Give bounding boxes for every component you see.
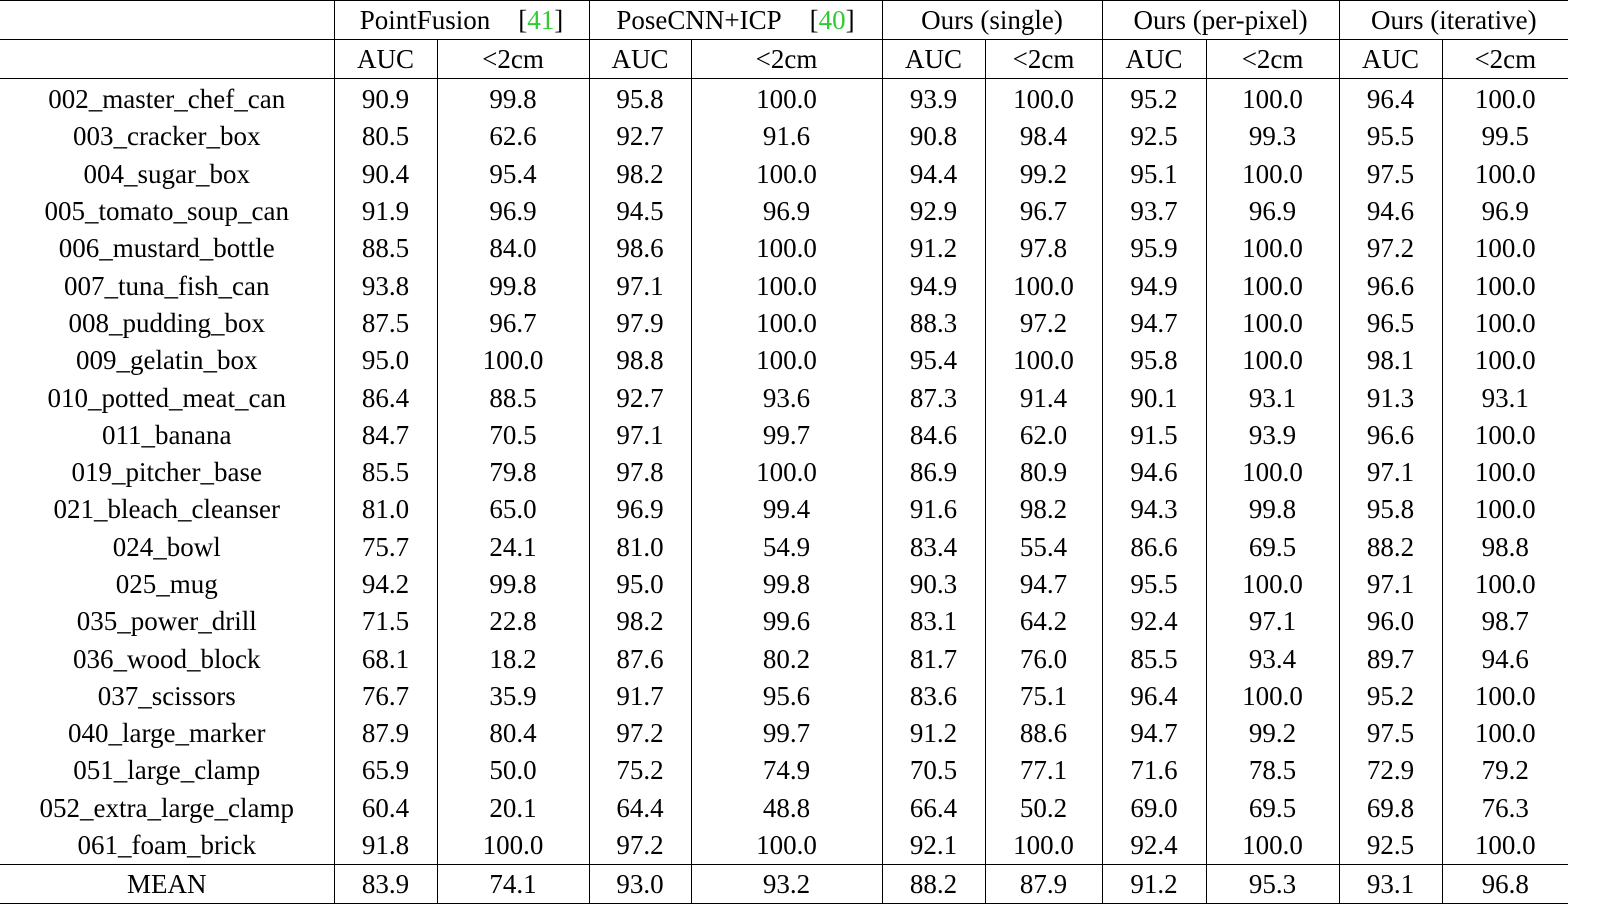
table-cell: 87.5 — [334, 305, 437, 342]
method-name: Ours (iterative) — [1370, 4, 1537, 35]
table-cell: 83.6 — [882, 678, 985, 715]
mean-cell: 87.9 — [985, 865, 1102, 904]
table-cell: 62.6 — [437, 118, 589, 155]
table-cell: 97.1 — [1339, 566, 1442, 603]
table-cell: 100.0 — [691, 79, 882, 119]
table-row — [0, 603, 1568, 640]
table-cell: 54.9 — [691, 529, 882, 566]
table-row — [0, 417, 1568, 454]
table-cell: 98.2 — [589, 603, 691, 640]
metric-auc-header: AUC — [1339, 40, 1442, 79]
table-cell: 96.9 — [437, 193, 589, 230]
table-cell: 95.4 — [437, 156, 589, 193]
table-cell: 100.0 — [437, 342, 589, 379]
method-name: PoseCNN+ICP — [616, 4, 782, 35]
method-header-row — [0, 1, 1568, 40]
row-label: 036_wood_block — [73, 643, 261, 674]
row-label: 019_pitcher_base — [71, 457, 262, 488]
table-cell: 83.4 — [882, 529, 985, 566]
table-cell: 97.1 — [1206, 603, 1339, 640]
row-label: 006_mustard_bottle — [58, 233, 275, 264]
table-cell: 69.5 — [1206, 790, 1339, 827]
table-cell: 76.7 — [334, 678, 437, 715]
metric-2cm-header: <2cm — [1442, 40, 1568, 79]
table-cell: 75.2 — [589, 752, 691, 789]
table-cell: 93.6 — [691, 379, 882, 416]
table-cell: 92.5 — [1102, 118, 1206, 155]
table-cell: 76.0 — [985, 640, 1102, 677]
method-header-ours-single — [882, 1, 1102, 40]
table-cell: 97.5 — [1339, 156, 1442, 193]
table-row — [0, 454, 1568, 491]
table-cell: 60.4 — [334, 790, 437, 827]
row-label: 010_potted_meat_can — [47, 382, 286, 413]
mean-cell: 93.0 — [589, 865, 691, 904]
table-cell: 94.7 — [985, 566, 1102, 603]
table-cell: 99.3 — [1206, 118, 1339, 155]
table-cell: 95.2 — [1102, 79, 1206, 119]
metric-2cm-header: <2cm — [691, 40, 882, 79]
table-cell: 18.2 — [437, 640, 589, 677]
table-cell: 94.9 — [882, 267, 985, 304]
table-cell: 100.0 — [1442, 230, 1568, 267]
method-name: PointFusion — [359, 4, 491, 35]
table-cell: 97.5 — [1339, 715, 1442, 752]
citation-link[interactable]: 40 — [818, 4, 846, 35]
table-cell: 100.0 — [1442, 342, 1568, 379]
row-label: 035_power_drill — [76, 606, 257, 637]
table-cell: 100.0 — [1442, 267, 1568, 304]
table-cell: 78.5 — [1206, 752, 1339, 789]
mean-row — [0, 865, 1568, 904]
row-label: 005_tomato_soup_can — [44, 196, 289, 227]
row-label: 052_extra_large_clamp — [39, 792, 294, 823]
table-cell: 99.8 — [691, 566, 882, 603]
table-cell: 100.0 — [1206, 267, 1339, 304]
table-cell: 100.0 — [1442, 715, 1568, 752]
table-cell: 93.1 — [1206, 379, 1339, 416]
row-label: 009_gelatin_box — [76, 345, 258, 376]
table-cell: 83.1 — [882, 603, 985, 640]
table-cell: 98.8 — [589, 342, 691, 379]
metric-auc-header: AUC — [1102, 40, 1206, 79]
mean-cell: 93.1 — [1339, 865, 1442, 904]
table-cell: 95.2 — [1339, 678, 1442, 715]
table-cell: 99.4 — [691, 491, 882, 528]
row-label: 003_cracker_box — [73, 121, 261, 152]
mean-cell: 93.2 — [691, 865, 882, 904]
table-cell: 95.9 — [1102, 230, 1206, 267]
table-cell: 35.9 — [437, 678, 589, 715]
table-cell: 94.9 — [1102, 267, 1206, 304]
table-cell: 65.0 — [437, 491, 589, 528]
table-cell: 85.5 — [334, 454, 437, 491]
table-cell: 91.6 — [691, 118, 882, 155]
table-cell: 94.3 — [1102, 491, 1206, 528]
method-header-ours-iterative — [1339, 1, 1568, 40]
table-cell: 88.3 — [882, 305, 985, 342]
row-label: 008_pudding_box — [68, 307, 265, 338]
table-cell: 75.7 — [334, 529, 437, 566]
table-row — [0, 379, 1568, 416]
table-cell: 100.0 — [691, 342, 882, 379]
table-cell: 100.0 — [437, 827, 589, 865]
row-label: MEAN — [0, 865, 334, 904]
table-cell: 99.8 — [437, 79, 589, 119]
table-cell: 84.0 — [437, 230, 589, 267]
table-cell: 96.9 — [1442, 193, 1568, 230]
table-cell: 93.4 — [1206, 640, 1339, 677]
mean-cell: 83.9 — [334, 865, 437, 904]
table-cell: 100.0 — [985, 342, 1102, 379]
table-row — [0, 752, 1568, 789]
table-cell: 96.9 — [691, 193, 882, 230]
table-cell: 92.5 — [1339, 827, 1442, 865]
table-row — [0, 529, 1568, 566]
method-header-pointfusion — [334, 1, 589, 40]
table-row — [0, 491, 1568, 528]
method-name: Ours (per-pixel) — [1133, 4, 1308, 35]
table-cell: 94.2 — [334, 566, 437, 603]
table-cell: 64.4 — [589, 790, 691, 827]
table-cell: 90.3 — [882, 566, 985, 603]
table-cell: 100.0 — [1442, 491, 1568, 528]
table-cell: 95.0 — [334, 342, 437, 379]
table-cell: 86.4 — [334, 379, 437, 416]
table-cell: 98.4 — [985, 118, 1102, 155]
table-cell: 87.3 — [882, 379, 985, 416]
table-cell: 75.1 — [985, 678, 1102, 715]
table-cell: 66.4 — [882, 790, 985, 827]
table-cell: 80.5 — [334, 118, 437, 155]
table-row — [0, 566, 1568, 603]
table-cell: 71.5 — [334, 603, 437, 640]
table-cell: 64.2 — [985, 603, 1102, 640]
table-cell: 98.2 — [985, 491, 1102, 528]
table-cell: 99.2 — [985, 156, 1102, 193]
table-cell: 86.9 — [882, 454, 985, 491]
table-cell: 100.0 — [1442, 678, 1568, 715]
table-row — [0, 156, 1568, 193]
table-cell: 62.0 — [985, 417, 1102, 454]
table-row — [0, 827, 1568, 865]
table-cell: 68.1 — [334, 640, 437, 677]
table-cell: 81.7 — [882, 640, 985, 677]
table-cell: 71.6 — [1102, 752, 1206, 789]
table-cell: 97.1 — [589, 267, 691, 304]
table-cell: 81.0 — [589, 529, 691, 566]
table-cell: 93.9 — [1206, 417, 1339, 454]
table-cell: 48.8 — [691, 790, 882, 827]
table-cell: 99.8 — [1206, 491, 1339, 528]
table-cell: 97.1 — [589, 417, 691, 454]
table-cell: 89.7 — [1339, 640, 1442, 677]
table-cell: 55.4 — [985, 529, 1102, 566]
table-cell: 97.8 — [985, 230, 1102, 267]
table-cell: 92.4 — [1102, 603, 1206, 640]
table-cell: 24.1 — [437, 529, 589, 566]
table-cell: 91.6 — [882, 491, 985, 528]
table-cell: 91.9 — [334, 193, 437, 230]
table-cell: 96.4 — [1102, 678, 1206, 715]
table-cell: 100.0 — [985, 827, 1102, 865]
table-row — [0, 118, 1568, 155]
metric-header-row — [0, 40, 1568, 79]
table-cell: 94.4 — [882, 156, 985, 193]
table-cell: 91.7 — [589, 678, 691, 715]
table-cell: 100.0 — [1206, 156, 1339, 193]
table-cell: 92.4 — [1102, 827, 1206, 865]
mean-cell: 88.2 — [882, 865, 985, 904]
table-cell: 69.0 — [1102, 790, 1206, 827]
table-cell: 94.6 — [1102, 454, 1206, 491]
table-cell: 95.6 — [691, 678, 882, 715]
table-cell: 99.8 — [437, 566, 589, 603]
table-cell: 100.0 — [1442, 417, 1568, 454]
table-cell: 96.9 — [589, 491, 691, 528]
table-cell: 99.6 — [691, 603, 882, 640]
table-cell: 90.8 — [882, 118, 985, 155]
table-cell: 88.5 — [334, 230, 437, 267]
table-cell: 90.1 — [1102, 379, 1206, 416]
table-row — [0, 640, 1568, 677]
table-cell: 91.5 — [1102, 417, 1206, 454]
table-cell: 100.0 — [1206, 827, 1339, 865]
table-cell: 80.4 — [437, 715, 589, 752]
table-cell: 96.7 — [437, 305, 589, 342]
table-body — [0, 79, 1568, 865]
metric-auc-header: AUC — [589, 40, 691, 79]
table-cell: 92.7 — [589, 379, 691, 416]
table-cell: 20.1 — [437, 790, 589, 827]
table-cell: 96.6 — [1339, 417, 1442, 454]
table-cell: 97.2 — [1339, 230, 1442, 267]
metric-2cm-header: <2cm — [985, 40, 1102, 79]
table-cell: 96.0 — [1339, 603, 1442, 640]
table-cell: 92.9 — [882, 193, 985, 230]
table-row — [0, 305, 1568, 342]
table-cell: 97.9 — [589, 305, 691, 342]
method-name: Ours (single) — [921, 4, 1063, 35]
table-cell: 95.8 — [1102, 342, 1206, 379]
table-cell: 91.4 — [985, 379, 1102, 416]
table-cell: 96.6 — [1339, 267, 1442, 304]
table-cell: 90.9 — [334, 79, 437, 119]
table-cell: 100.0 — [691, 305, 882, 342]
table-cell: 91.8 — [334, 827, 437, 865]
table-row — [0, 79, 1568, 119]
table-cell: 100.0 — [1442, 827, 1568, 865]
method-header-posecnn-icp — [589, 1, 882, 40]
table-cell: 100.0 — [691, 827, 882, 865]
table-cell: 81.0 — [334, 491, 437, 528]
table-cell: 90.4 — [334, 156, 437, 193]
table-cell: 86.6 — [1102, 529, 1206, 566]
table-cell: 94.7 — [1102, 305, 1206, 342]
table-cell: 65.9 — [334, 752, 437, 789]
table-cell: 100.0 — [1442, 454, 1568, 491]
table-cell: 95.0 — [589, 566, 691, 603]
table-cell: 84.6 — [882, 417, 985, 454]
corner-cell — [0, 1, 334, 40]
table-cell: 100.0 — [1206, 305, 1339, 342]
table-cell: 98.8 — [1442, 529, 1568, 566]
table-cell: 91.2 — [882, 715, 985, 752]
mean-cell: 74.1 — [437, 865, 589, 904]
table-cell: 100.0 — [1206, 342, 1339, 379]
table-cell: 96.7 — [985, 193, 1102, 230]
table-cell: 100.0 — [691, 267, 882, 304]
table-cell: 92.1 — [882, 827, 985, 865]
table-cell: 95.8 — [1339, 491, 1442, 528]
table-cell: 85.5 — [1102, 640, 1206, 677]
table-cell: 91.3 — [1339, 379, 1442, 416]
citation: [41] — [518, 4, 564, 35]
table-cell: 99.7 — [691, 417, 882, 454]
table-cell: 91.2 — [882, 230, 985, 267]
corner-cell — [0, 40, 334, 79]
row-label: 004_sugar_box — [83, 158, 250, 189]
table-cell: 94.6 — [1442, 640, 1568, 677]
table-cell: 100.0 — [1206, 454, 1339, 491]
table-cell: 93.9 — [882, 79, 985, 119]
table-cell: 77.1 — [985, 752, 1102, 789]
table-cell: 94.6 — [1339, 193, 1442, 230]
table-cell: 100.0 — [985, 79, 1102, 119]
table-cell: 97.1 — [1339, 454, 1442, 491]
metric-auc-header: AUC — [334, 40, 437, 79]
table-cell: 80.2 — [691, 640, 882, 677]
citation: [40] — [809, 4, 855, 35]
table-cell: 100.0 — [1206, 566, 1339, 603]
table-cell: 96.4 — [1339, 79, 1442, 119]
table-cell: 50.2 — [985, 790, 1102, 827]
table-cell: 100.0 — [1442, 156, 1568, 193]
table-cell: 98.1 — [1339, 342, 1442, 379]
table-cell: 70.5 — [882, 752, 985, 789]
table-cell: 100.0 — [1442, 305, 1568, 342]
table-cell: 93.7 — [1102, 193, 1206, 230]
mean-cell: 95.3 — [1206, 865, 1339, 904]
table-cell: 100.0 — [1442, 566, 1568, 603]
table-cell: 88.5 — [437, 379, 589, 416]
table-cell: 87.6 — [589, 640, 691, 677]
table-row — [0, 230, 1568, 267]
row-label: 037_scissors — [97, 680, 236, 711]
table-cell: 96.5 — [1339, 305, 1442, 342]
table-cell: 92.7 — [589, 118, 691, 155]
table-cell: 100.0 — [1442, 79, 1568, 119]
table-cell: 97.8 — [589, 454, 691, 491]
table-cell: 70.5 — [437, 417, 589, 454]
table-row — [0, 267, 1568, 304]
table-cell: 97.2 — [589, 827, 691, 865]
table-cell: 74.9 — [691, 752, 882, 789]
table-cell: 88.6 — [985, 715, 1102, 752]
citation-link[interactable]: 41 — [527, 4, 555, 35]
table-cell: 95.4 — [882, 342, 985, 379]
table-row — [0, 790, 1568, 827]
mean-cell: 91.2 — [1102, 865, 1206, 904]
table-cell: 50.0 — [437, 752, 589, 789]
table-cell: 22.8 — [437, 603, 589, 640]
row-label: 040_large_marker — [68, 718, 266, 749]
row-label: 002_master_chef_can — [48, 84, 286, 115]
table-cell: 99.8 — [437, 267, 589, 304]
table-cell: 95.8 — [589, 79, 691, 119]
table-cell: 69.8 — [1339, 790, 1442, 827]
table-row — [0, 715, 1568, 752]
table-cell: 69.5 — [1206, 529, 1339, 566]
table-cell: 100.0 — [1206, 230, 1339, 267]
table-cell: 97.2 — [985, 305, 1102, 342]
table-cell: 93.1 — [1442, 379, 1568, 416]
table-cell: 100.0 — [1206, 79, 1339, 119]
row-label: 011_banana — [102, 419, 232, 450]
table-cell: 100.0 — [691, 230, 882, 267]
row-label: 061_foam_brick — [77, 830, 256, 861]
metric-2cm-header: <2cm — [437, 40, 589, 79]
row-label: 021_bleach_cleanser — [53, 494, 280, 525]
method-header-ours-per-pixel — [1102, 1, 1339, 40]
table-cell: 100.0 — [985, 267, 1102, 304]
table-cell: 99.7 — [691, 715, 882, 752]
table-cell: 88.2 — [1339, 529, 1442, 566]
table-cell: 95.5 — [1339, 118, 1442, 155]
table-cell: 96.9 — [1206, 193, 1339, 230]
table-cell: 72.9 — [1339, 752, 1442, 789]
row-label: 051_large_clamp — [73, 755, 261, 786]
metric-2cm-header: <2cm — [1206, 40, 1339, 79]
metric-auc-header: AUC — [882, 40, 985, 79]
table-cell: 79.2 — [1442, 752, 1568, 789]
table-row — [0, 193, 1568, 230]
row-label: 024_bowl — [112, 531, 221, 562]
table-cell: 98.7 — [1442, 603, 1568, 640]
table-cell: 95.5 — [1102, 566, 1206, 603]
table-cell: 94.7 — [1102, 715, 1206, 752]
table-cell: 98.2 — [589, 156, 691, 193]
table-cell: 99.5 — [1442, 118, 1568, 155]
table-cell: 98.6 — [589, 230, 691, 267]
table-cell: 84.7 — [334, 417, 437, 454]
table-row — [0, 342, 1568, 379]
row-label: 025_mug — [115, 569, 218, 599]
table-cell: 100.0 — [1206, 678, 1339, 715]
table-cell: 99.2 — [1206, 715, 1339, 752]
table-cell: 97.2 — [589, 715, 691, 752]
table-cell: 93.8 — [334, 267, 437, 304]
table-row — [0, 678, 1568, 715]
table-cell: 94.5 — [589, 193, 691, 230]
table-cell: 79.8 — [437, 454, 589, 491]
table-cell: 100.0 — [691, 454, 882, 491]
table-cell: 76.3 — [1442, 790, 1568, 827]
table-cell: 100.0 — [691, 156, 882, 193]
table-cell: 80.9 — [985, 454, 1102, 491]
mean-cell: 96.8 — [1442, 865, 1568, 904]
row-label: 007_tuna_fish_can — [64, 270, 270, 301]
table-cell: 87.9 — [334, 715, 437, 752]
table-cell: 95.1 — [1102, 156, 1206, 193]
